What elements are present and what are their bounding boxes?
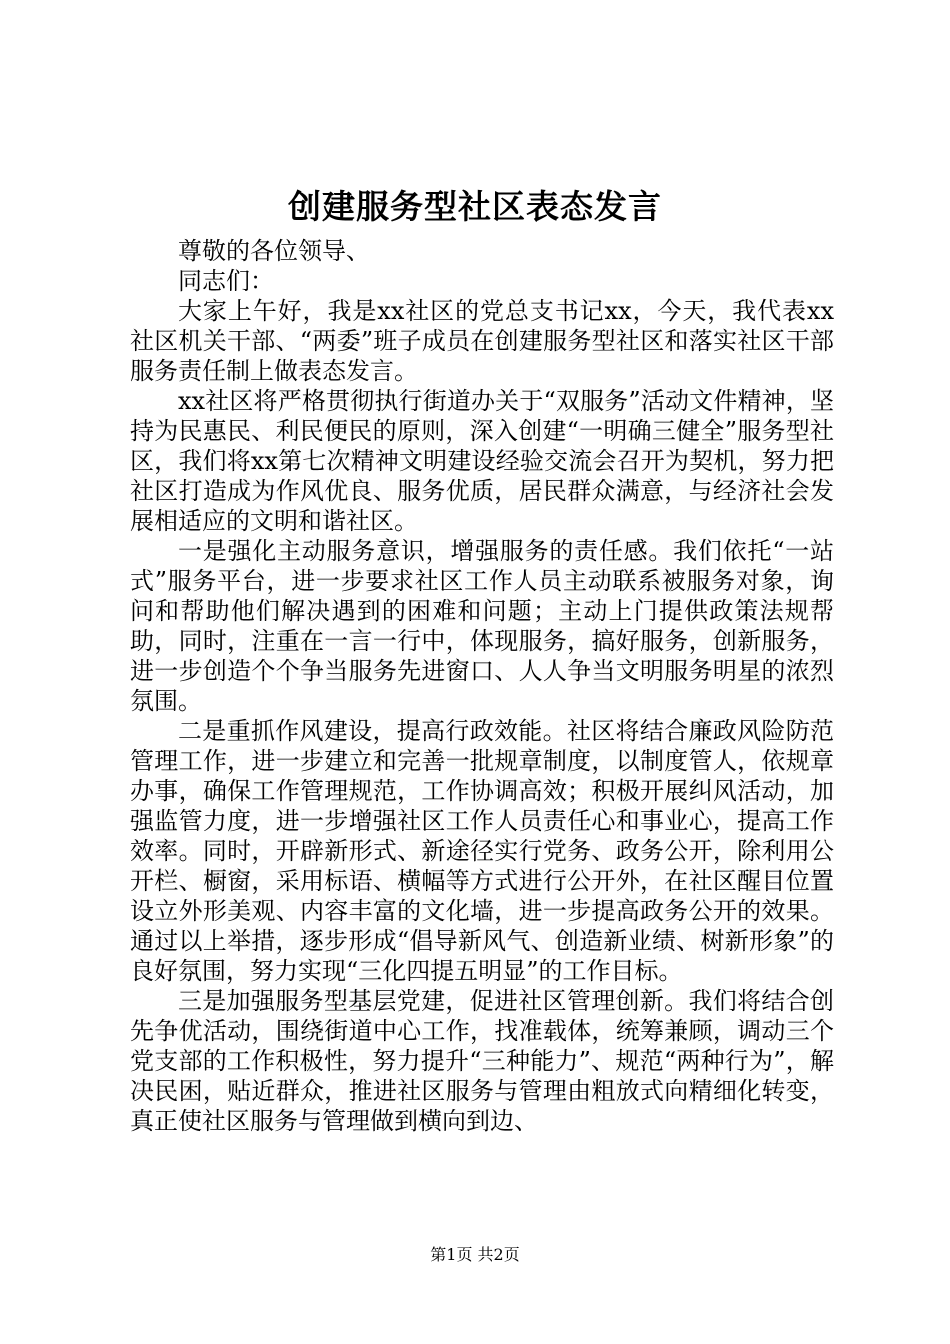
- salutation-line-1: 尊敬的各位领导、: [178, 237, 370, 265]
- paragraph-point-1: 一是强化主动服务意识，增强服务的责任感。我们依托“一站式”服务平台，进一步要求社区工作人员主动联系被服务对象，询问和帮助他们解决遇到的困难和问题；主动上门提供政策法规帮助，同时，注重在一言一行中，体现服务，搞好服务，创新服务，进一步创造个个争当服务先进窗口、人人争当文明服务明星的浓烈氛围。: [130, 537, 834, 715]
- document-body: [130, 236, 834, 1136]
- page-indicator: 第1页 共2页: [430, 1245, 520, 1264]
- salutation-line-2: 同志们：: [178, 267, 274, 295]
- paragraph-greeting: 大家上午好，我是xx社区的党总支书记xx，今天，我代表xx社区机关干部、“两委”班子成员在创建服务型社区和落实社区干部服务责任制上做表态发言。: [130, 297, 834, 385]
- paragraph-intro: xx社区将严格贯彻执行街道办关于“双服务”活动文件精神，坚持为民惠民、利民便民的原则，深入创建“一明确三健全”服务型社区，我们将xx第七次精神文明建设经验交流会召开为契机，努力把社区打造成为作风优良、服务优质，居民群众满意，与经济社会发展相适应的文明和谐社区。: [130, 387, 834, 535]
- document-title: 创建服务型社区表态发言: [288, 187, 662, 226]
- paragraph-point-3: 三是加强服务型基层党建，促进社区管理创新。我们将结合创先争优活动，围绕街道中心工作，找准载体，统筹兼顾，调动三个党支部的工作积极性，努力提升“三种能力”、规范“两种行为”，解决民困，贴近群众，推进社区服务与管理由粗放式向精细化转变，真正使社区服务与管理做到横向到边、: [130, 987, 834, 1135]
- paragraph-point-2: 二是重抓作风建设，提高行政效能。社区将结合廉政风险防范管理工作，进一步建立和完善一批规章制度，以制度管人，依规章办事，确保工作管理规范，工作协调高效；积极开展纠风活动，加强监管力度，进一步增强社区工作人员责任心和事业心，提高工作效率。同时，开辟新形式、新途径实行党务、政务公开，除利用公开栏、橱窗，采用标语、横幅等方式进行公开外，在社区醒目位置设立外形美观、内容丰富的文化墙，进一步提高政务公开的效果。通过以上举措，逐步形成“倡导新风气、创造新业绩、树新形象”的良好氛围，努力实现“三化四提五明显”的工作目标。: [130, 717, 834, 985]
